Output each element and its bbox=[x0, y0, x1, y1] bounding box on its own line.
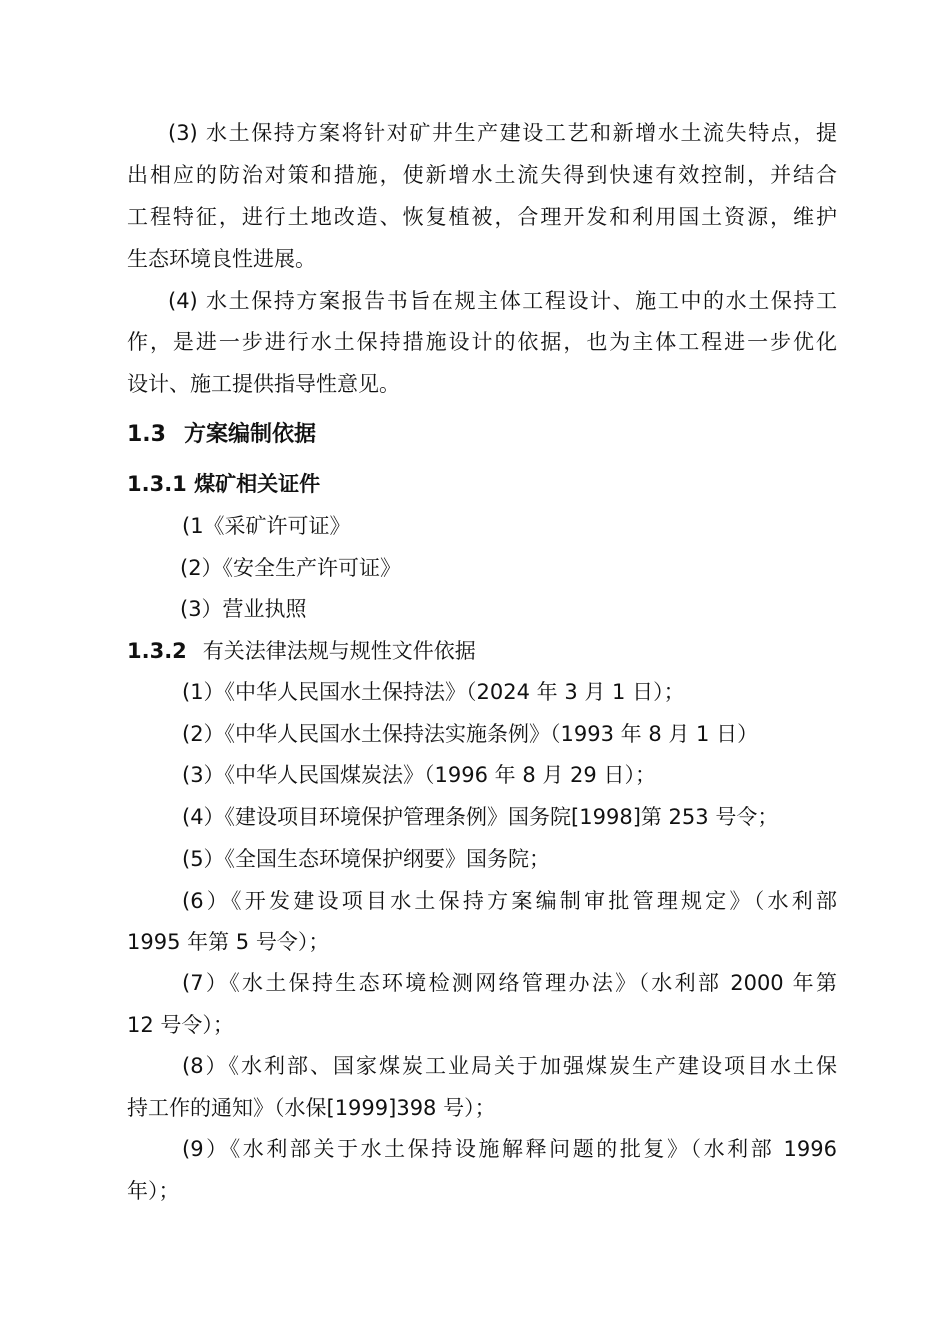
para4-line-3: 设计、施工提供指导性意见。 bbox=[127, 372, 400, 396]
section-1-3-heading bbox=[127, 420, 316, 450]
regulation-item-8-line-1: (8）《水利部、国家煤炭工业局关于加强煤炭生产建设项目水土保 bbox=[182, 1054, 837, 1078]
regulation-item-5: (5）《全国生态环境保护纲要》国务院； bbox=[182, 847, 551, 871]
regulation-item-6-line-1: (6）《开发建设项目水土保持方案编制审批管理规定》（水利部 bbox=[182, 889, 837, 913]
regulation-item-3: (3）《中华人民国煤炭法》（1996 年 8 月 29 日）； bbox=[182, 763, 656, 787]
para4-line-2: 作，是进一步进行水土保持措施设计的依据，也为主体工程进一步优化 bbox=[127, 330, 837, 354]
regulation-item-9-line-1: (9）《水利部关于水土保持设施解释问题的批复》（水利部 1996 bbox=[182, 1137, 837, 1161]
regulation-item-4: (4）《建设项目环境保护管理条例》国务院[1998]第 253 号令； bbox=[182, 805, 779, 829]
regulation-item-9-line-2: 年）； bbox=[127, 1179, 180, 1203]
regulation-item-2: (2）《中华人民国水土保持法实施条例》（1993 年 8 月 1 日） bbox=[182, 722, 759, 746]
para3-line-3: 工程特征，进行土地改造、恢复植被，合理开发和利用国土资源，维护 bbox=[127, 205, 837, 229]
regulation-item-1: (1）《中华人民国水土保持法》（2024 年 3 月 1 日）； bbox=[182, 680, 685, 704]
section-1-3-title: 方案编制依据 bbox=[183, 422, 316, 447]
regulation-item-8-line-2: 持工作的通知》（水保[1999]398 号）； bbox=[127, 1096, 496, 1120]
para3-line-1: (3) 水土保持方案将针对矿井生产建设工艺和新增水土流失特点，提 bbox=[168, 121, 837, 145]
regulation-item-7-line-1: (7）《水土保持生态环境检测网络管理办法》（水利部 2000 年第 bbox=[182, 971, 837, 995]
section-1-3-number: 1.3 bbox=[127, 422, 166, 447]
section-1-3-2-title: 有关法律法规与规性文件依据 bbox=[202, 639, 476, 663]
section-1-3-2-heading bbox=[127, 636, 476, 666]
section-1-3-1-heading: 1.3.1 煤矿相关证件 bbox=[127, 472, 321, 496]
certificate-item-1: (1《采矿许可证》 bbox=[182, 514, 351, 538]
section-1-3-2-number: 1.3.2 bbox=[127, 639, 187, 663]
para3-line-2: 出相应的防治对策和措施，使新增水土流失得到快速有效控制，并结合 bbox=[127, 163, 837, 187]
regulation-item-6-line-2: 1995 年第 5 号令）； bbox=[127, 930, 330, 954]
certificate-item-3: (3）营业执照 bbox=[180, 597, 307, 621]
certificate-item-2: (2）《安全生产许可证》 bbox=[180, 556, 402, 580]
para4-line-1: (4) 水土保持方案报告书旨在规主体工程设计、施工中的水土保持工 bbox=[168, 289, 837, 313]
para3-line-4: 生态环境良性进展。 bbox=[127, 247, 316, 271]
regulation-item-7-line-2: 12 号令）； bbox=[127, 1013, 234, 1037]
